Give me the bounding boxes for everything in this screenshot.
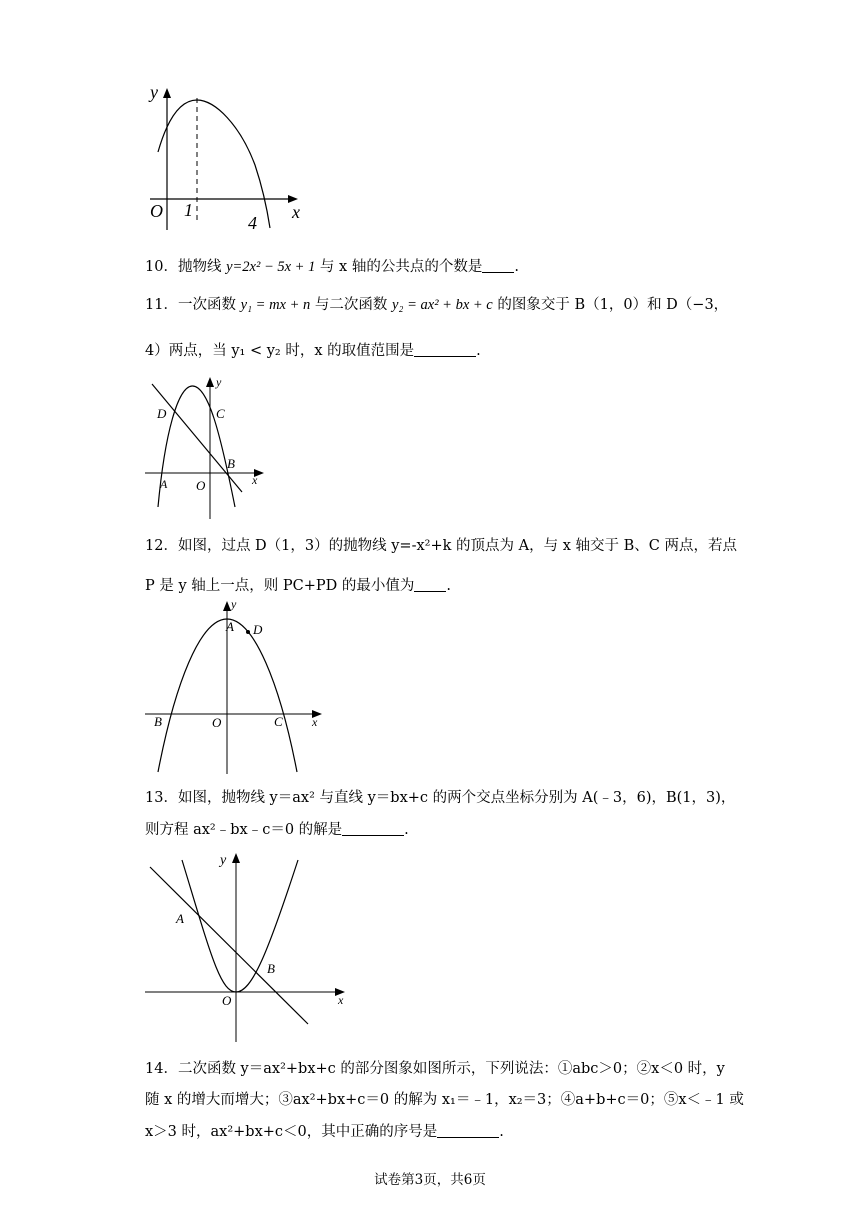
y-label: y (150, 82, 158, 102)
q14-text-1: 14．二次函数 y＝ax²+bx+c 的部分图象如图所示，下列说法：①abc＞0；②x＜0 时，y (145, 1061, 725, 1077)
q10-equation: y=2x² − 5x + 1 (226, 259, 316, 275)
question-14-line-2 (145, 1088, 744, 1109)
q12-answer-blank[interactable] (414, 577, 446, 592)
q10-number: 10． (145, 259, 178, 275)
origin-label: O (196, 478, 206, 493)
q13-graph (140, 842, 360, 1047)
q11-end: . (476, 343, 481, 359)
point-b-label: B (154, 714, 162, 729)
question-13-line-1 (145, 786, 735, 807)
q11-number: 11． (145, 297, 178, 313)
q13-text-2: 则方程 ax²﹣bx﹣c＝0 的解是 (145, 822, 343, 838)
point-c-label: C (274, 714, 283, 729)
q10-answer-blank[interactable] (482, 258, 514, 273)
q10-text-2: 与 x 轴的公共点的个数是 (315, 259, 483, 275)
point-d-label: D (157, 406, 167, 421)
straight-line (152, 384, 242, 492)
question-10 (145, 255, 519, 276)
point-a-label: A (160, 477, 168, 491)
q11-text-1: 一次函数 (177, 297, 241, 313)
figure-q9-parabola (140, 80, 310, 235)
q14-answer-blank[interactable] (437, 1123, 499, 1138)
y-axis-arrow-icon (223, 601, 231, 611)
q13-text-1: 13．如图，抛物线 y＝ax² 与直线 y＝bx+c 的两个交点坐标分别为 A(﹣3，6)，B(1，3)， (145, 790, 736, 806)
q14-end: . (499, 1124, 504, 1140)
point-d-label: D (253, 622, 263, 637)
y-label: y (220, 853, 227, 868)
vertex-a-label: A (226, 619, 234, 634)
origin-label: O (222, 993, 232, 1008)
tick-label-4: 4 (248, 213, 257, 233)
point-a-label: A (176, 911, 184, 926)
point-b-label: B (227, 456, 235, 471)
q12-text-2: P 是 y 轴上一点，则 PC+PD 的最小值为 (145, 578, 415, 594)
parabola-curve (158, 100, 270, 228)
y-axis-arrow-icon (163, 88, 171, 98)
q10-text-1: 抛物线 (177, 259, 227, 275)
y-label: y (231, 597, 237, 611)
x-label: x (252, 473, 258, 487)
q13-answer-blank[interactable] (342, 821, 404, 836)
y-axis-arrow-icon (206, 377, 214, 387)
q11-text-3: 的图象交于 B（1，0）和 D（−3， (492, 297, 729, 313)
q11-text-2: 与二次函数 (310, 297, 392, 313)
q11-graph (140, 372, 270, 522)
figure-q13-graph (140, 842, 360, 1047)
q14-text-2: 随 x 的增大而增大；③ax²+bx+c＝0 的解为 x₁＝﹣1，x₂＝3；④a+b+c＝0；⑤x＜﹣1 或 (145, 1092, 744, 1108)
parabola-curve (182, 860, 298, 992)
q12-graph (140, 594, 335, 779)
y-axis-arrow-icon (232, 853, 240, 863)
q10-end: . (514, 259, 519, 275)
x-label: x (312, 715, 318, 729)
origin-label: O (212, 715, 222, 730)
question-14-line-3 (145, 1120, 504, 1141)
question-12-line-1 (145, 534, 737, 555)
x-label: x (292, 202, 300, 222)
q11-text-4: 4）两点，当 y₁ < y₂ 时，x 的取值范围是 (145, 343, 415, 359)
origin-label: O (150, 201, 163, 221)
question-13-line-2 (145, 818, 409, 839)
q12-end: . (446, 578, 451, 594)
q13-end: . (404, 822, 409, 838)
tick-label-1: 1 (184, 200, 193, 220)
figure-q11-graph (140, 372, 270, 522)
y-label: y (216, 375, 222, 389)
point-d-marker (246, 630, 250, 634)
question-12-line-2 (145, 574, 451, 595)
q9-graph (140, 80, 310, 235)
q11-equation-2: y₂ = ax² + bx + c (392, 297, 493, 313)
question-11-line-2 (145, 339, 481, 360)
q14-text-3: x＞3 时，ax²+bx+c＜0，其中正确的序号是 (145, 1124, 438, 1140)
figure-q12-graph (140, 594, 335, 779)
point-c-label: C (216, 406, 225, 421)
q12-text-1: 12．如图，过点 D（1，3）的抛物线 y=-x²+k 的顶点为 A，与 x 轴交于 B、C 两点，若点 (145, 538, 737, 554)
x-label: x (338, 993, 344, 1007)
q11-answer-blank[interactable] (414, 342, 476, 357)
point-b-label: B (267, 961, 275, 976)
q11-equation-1: y₁ = mx + n (240, 297, 311, 313)
question-11-line-1 (145, 293, 728, 314)
page-footer: 试卷第3页，共6页 (374, 1172, 486, 1188)
question-14-line-1 (145, 1057, 725, 1078)
